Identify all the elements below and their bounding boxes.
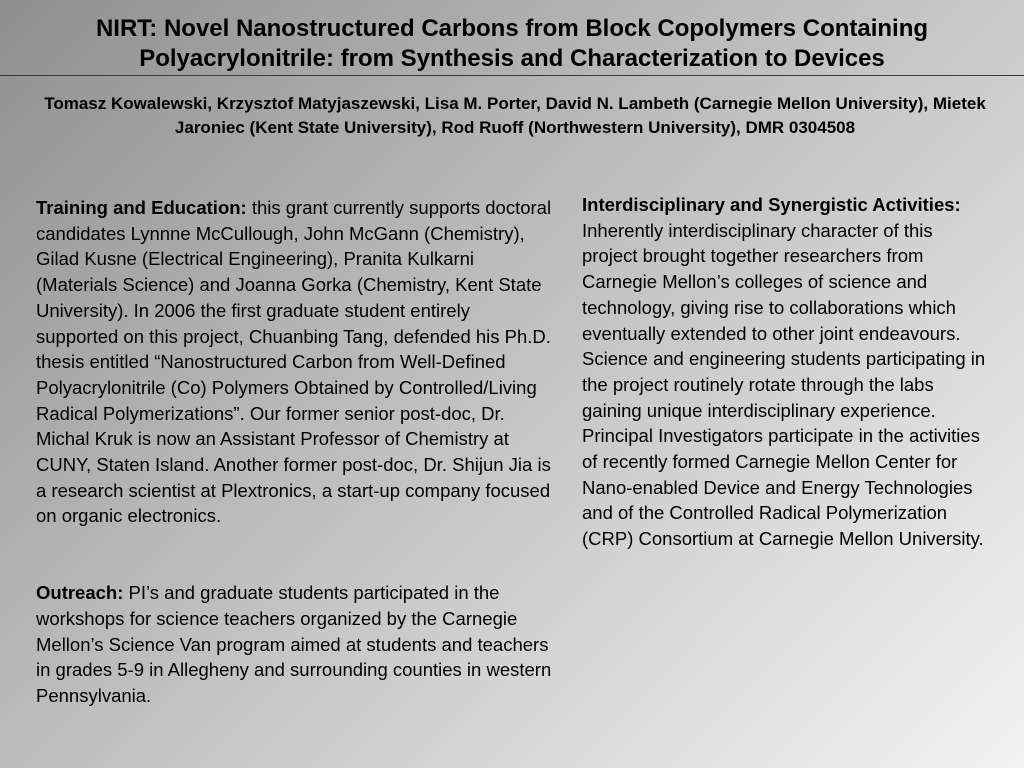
- outreach-heading: Outreach:: [36, 582, 124, 604]
- training-paragraph: [36, 195, 552, 529]
- training-heading: Training and Education:: [36, 197, 247, 218]
- authors-line: Tomasz Kowalewski, Krzysztof Matyjaszewski, Lisa M. Porter, David N. Lambeth (Carnegie Mellon University), Mietek Jaroniec (Kent State University), Rod Ruoff (Northwestern University), DMR 0304508: [44, 94, 986, 137]
- right-column: [582, 192, 992, 552]
- title-divider: [0, 75, 1024, 76]
- interdisciplinary-paragraph: [582, 192, 992, 552]
- training-body: this grant currently supports doctoral candidates Lynnne McCullough, John McGann (Chemistry), Gilad Kusne (Electrical Engineering), Pranita Kulkarni (Materials Science) and Joanna Gorka (Chemistry, Kent State University). In 2006 the first graduate student entirely supported on this project, Chuanbing Tang, defended his Ph.D. thesis entitled “Nanostructured Carbon from Well-Defined Polyacrylonitrile (Co) Polymers Obtained by Controlled/Living Radical Polymerizations”. Our former senior post-doc, Dr. Michal Kruk is now an Assistant Professor of Chemistry at CUNY, Staten Island. Another former post-doc, Dr. Shijun Jia is a research scientist at Plextronics, a start-up company focused on organic electronics.: [36, 197, 552, 527]
- left-column: [36, 195, 552, 709]
- slide-title: NIRT: Novel Nanostructured Carbons from Block Copolymers Containing Polyacrylonitrile: from Synthesis and Characterization to Devices: [95, 15, 929, 72]
- outreach-body: PI’s and graduate students participated in the workshops for science teachers organized by the Carnegie Mellon’s Science Van program aimed at students and teachers in grades 5-9 in Allegheny and surrounding counties in western Pennsylvania.: [36, 582, 552, 706]
- interdisciplinary-heading: Interdisciplinary and Synergistic Activities:: [582, 194, 961, 215]
- outreach-paragraph: [36, 580, 552, 709]
- interdisciplinary-body: Inherently interdisciplinary character of this project brought together researchers from Carnegie Mellon’s colleges of science and technology, giving rise to collaborations which eventually extended to other joint endeavours. Science and engineering students participating in the project routinely rotate through the labs gaining unique interdisciplinary experience. Principal Investigators participate in the activities of recently formed Carnegie Mellon Center for Nano-enabled Device and Energy Technologies and of the Controlled Radical Polymerization (CRP) Consortium at Carnegie Mellon University.: [582, 219, 986, 550]
